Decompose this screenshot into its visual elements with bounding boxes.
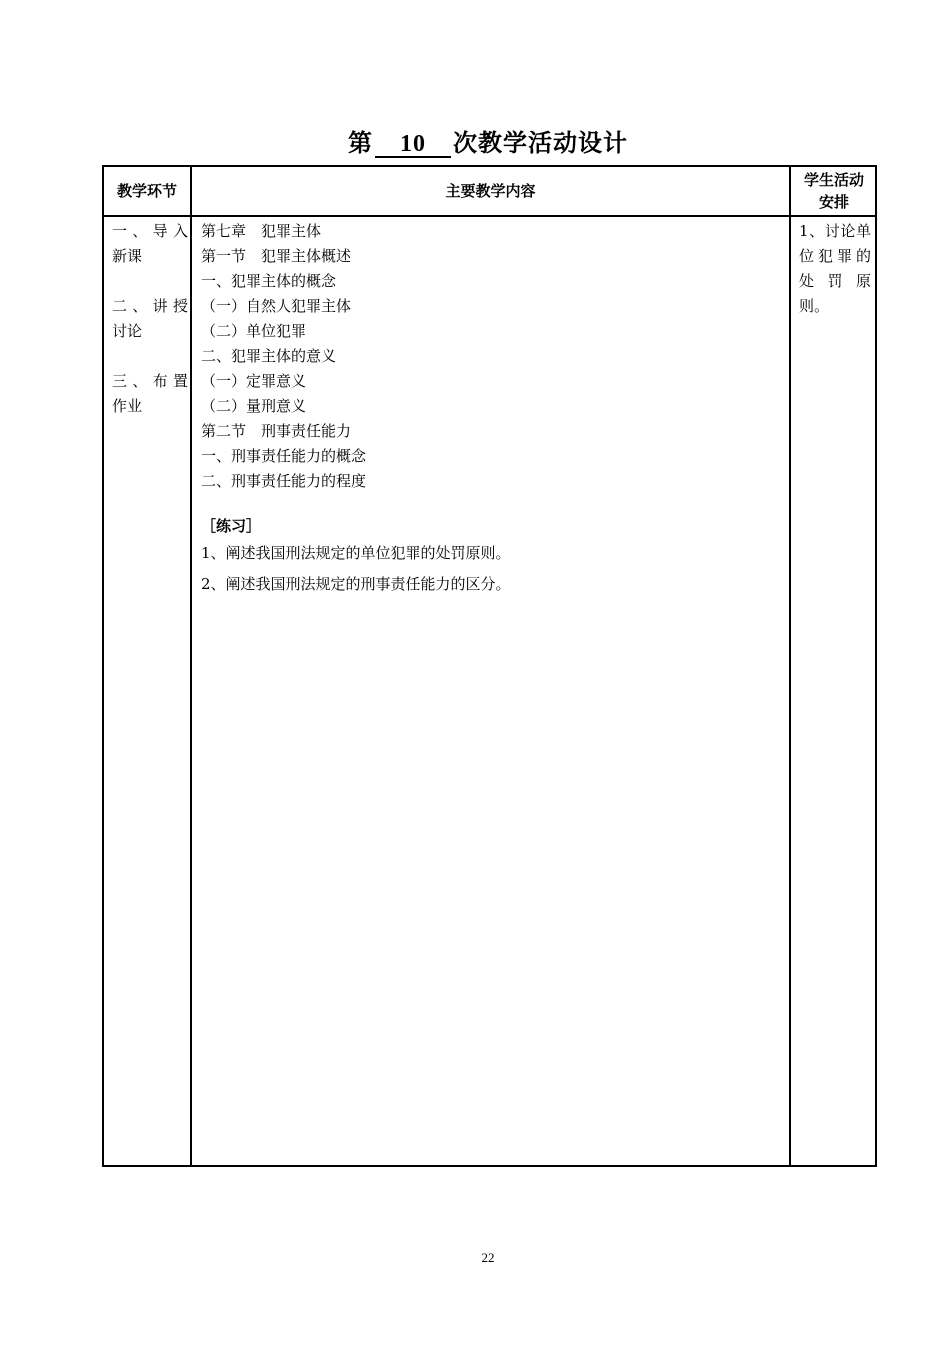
student-line: 位犯罪的 bbox=[799, 247, 871, 265]
header-divider bbox=[104, 215, 875, 217]
student-activity-column bbox=[799, 219, 871, 319]
page-number: 22 bbox=[481, 1250, 495, 1265]
student-line: 处罚原 bbox=[799, 272, 871, 290]
stage-2-line-2: 讨论 bbox=[112, 322, 143, 340]
stage-column bbox=[112, 219, 188, 419]
content-line: 二、犯罪主体的意义 bbox=[201, 347, 337, 365]
header-student bbox=[791, 167, 877, 215]
header-student-line-2: 安排 bbox=[818, 193, 849, 211]
exercise-item: 1、阐述我国刑法规定的单位犯罪的处罚原则。 bbox=[201, 544, 511, 562]
header-content: 主要教学内容 bbox=[445, 182, 536, 200]
practice-heading: ［练习］ bbox=[201, 517, 262, 535]
stage-3-line-2: 作业 bbox=[112, 397, 143, 415]
content-line: 二、刑事责任能力的程度 bbox=[201, 472, 367, 490]
column-divider-1 bbox=[190, 167, 192, 1165]
title-prefix: 第 bbox=[348, 129, 373, 157]
content-line: 第二节 刑事责任能力 bbox=[201, 422, 352, 440]
student-line: 1、讨论单 bbox=[799, 222, 871, 240]
student-line: 则。 bbox=[799, 297, 830, 315]
stage-2-line-1: 二、讲授 bbox=[112, 297, 188, 315]
content-column bbox=[201, 219, 781, 597]
content-line: （二）量刑意义 bbox=[201, 397, 307, 415]
title-suffix: 次教学活动设计 bbox=[453, 129, 628, 157]
content-line: 第七章 犯罪主体 bbox=[201, 222, 322, 240]
content-line: 一、刑事责任能力的概念 bbox=[201, 447, 367, 465]
session-number: 10 bbox=[375, 132, 451, 158]
page-title bbox=[0, 123, 952, 158]
content-line: （一）定罪意义 bbox=[201, 372, 307, 390]
content-line: （一）自然人犯罪主体 bbox=[201, 297, 352, 315]
header-stage: 教学环节 bbox=[116, 182, 177, 200]
content-line: 一、犯罪主体的概念 bbox=[201, 272, 337, 290]
column-divider-2 bbox=[789, 167, 791, 1165]
header-student-line-1: 学生活动 bbox=[803, 171, 864, 189]
lesson-design-table bbox=[102, 165, 877, 1167]
stage-1-line-2: 新课 bbox=[112, 247, 143, 265]
stage-3-line-1: 三、布置 bbox=[112, 372, 188, 390]
content-line: （二）单位犯罪 bbox=[201, 322, 307, 340]
content-line: 第一节 犯罪主体概述 bbox=[201, 247, 352, 265]
exercise-item: 2、阐述我国刑法规定的刑事责任能力的区分。 bbox=[201, 575, 511, 593]
stage-1-line-1: 一、导入 bbox=[112, 222, 188, 240]
